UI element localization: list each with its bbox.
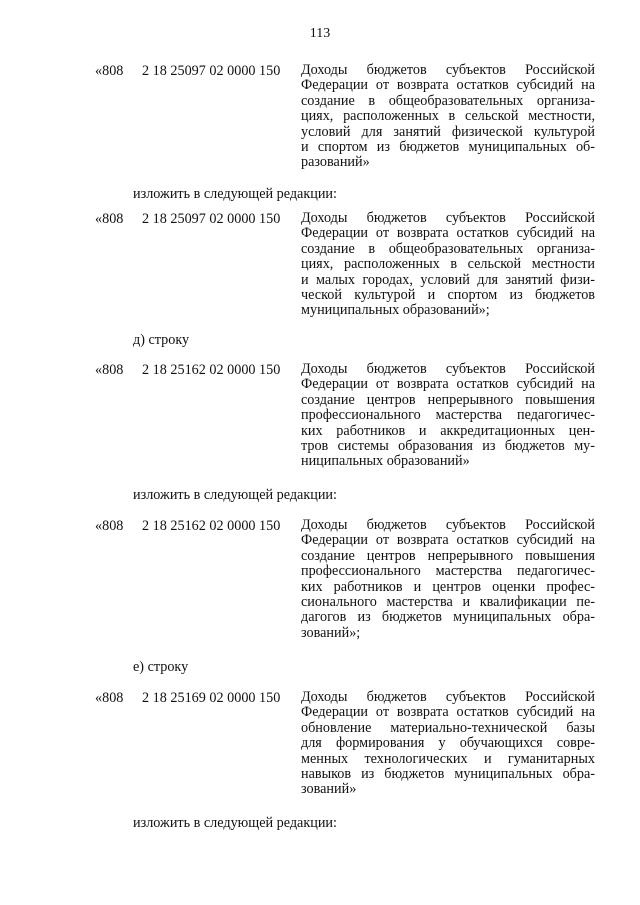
description-line: ниципальных образований» xyxy=(301,453,470,470)
description-line: Федерации от возврата остатков субсидий на xyxy=(301,704,595,721)
description-line: Федерации от возврата остатков субсидий на xyxy=(301,532,595,549)
description-line: ких работников и центров оценки профес- xyxy=(301,578,595,595)
description-line: циях, расположенных в сельской местности xyxy=(301,256,595,273)
description-line: Доходы бюджетов субъектов Российской xyxy=(301,62,595,78)
description-line: создание центров непрерывного повышения xyxy=(301,391,595,408)
admin-code: «808 xyxy=(95,362,124,378)
entry-description xyxy=(301,63,595,171)
admin-code: «808 xyxy=(95,518,124,534)
description-line: создание в общеобразовательных организа- xyxy=(301,92,595,109)
description-line: циях, расположенных в сельской местности, xyxy=(301,108,595,125)
entry-description xyxy=(301,211,595,319)
budget-classification-code: 2 18 25162 02 0000 150 xyxy=(142,518,281,534)
description-line: Федерации от возврата остатков субсидий на xyxy=(301,225,595,242)
description-line: создание в общеобразовательных организа- xyxy=(301,240,595,257)
description-line: ческой культурой и спортом из бюджетов xyxy=(301,286,595,303)
instruction-text: изложить в следующей редакции: xyxy=(133,487,337,503)
description-line: профессионального мастерства педагогичес- xyxy=(301,407,595,424)
budget-classification-code: 2 18 25097 02 0000 150 xyxy=(142,63,281,79)
entry-description xyxy=(301,518,595,641)
budget-classification-code: 2 18 25097 02 0000 150 xyxy=(142,211,281,227)
description-line: Доходы бюджетов субъектов Российской xyxy=(301,517,595,533)
instruction-text: изложить в следующей редакции: xyxy=(133,815,337,831)
description-line: и спортом из бюджетов муниципальных об- xyxy=(301,138,595,155)
description-line: Доходы бюджетов субъектов Российской xyxy=(301,210,595,226)
description-line: дагогов из бюджетов муниципальных обра- xyxy=(301,609,595,626)
instruction-text: изложить в следующей редакции: xyxy=(133,186,337,202)
budget-classification-code: 2 18 25162 02 0000 150 xyxy=(142,362,281,378)
description-line: профессионального мастерства педагогичес- xyxy=(301,563,595,580)
description-line: муниципальных образований»; xyxy=(301,302,490,319)
instruction-text: е) строку xyxy=(133,659,189,675)
page-number: 113 xyxy=(309,26,331,41)
description-line: сионального мастерства и квалификации пе- xyxy=(301,593,595,610)
description-line: ких работников и аккредитационных цен- xyxy=(301,422,595,439)
description-line: Доходы бюджетов субъектов Российской xyxy=(301,361,595,377)
admin-code: «808 xyxy=(95,690,124,706)
description-line: Федерации от возврата остатков субсидий на xyxy=(301,376,595,393)
instruction-text: д) строку xyxy=(133,332,190,348)
description-line: обновление материально-технической базы xyxy=(301,719,595,736)
description-line: зований» xyxy=(301,781,357,798)
description-line: менных технологических и гуманитарных xyxy=(301,750,595,767)
admin-code: «808 xyxy=(95,63,124,79)
description-line: тров системы образования из бюджетов му- xyxy=(301,437,595,454)
description-line: и малых городах, условий для занятий физи- xyxy=(301,271,595,288)
description-line: условий для занятий физической культурой xyxy=(301,123,595,140)
description-line: Доходы бюджетов субъектов Российской xyxy=(301,689,595,705)
description-line: Федерации от возврата остатков субсидий на xyxy=(301,77,595,94)
entry-description xyxy=(301,690,595,798)
admin-code: «808 xyxy=(95,211,124,227)
description-line: для формирования у обучающихся совре- xyxy=(301,735,595,752)
entry-description xyxy=(301,362,595,470)
description-line: зований»; xyxy=(301,624,361,641)
description-line: навыков из бюджетов муниципальных обра- xyxy=(301,765,595,782)
budget-classification-code: 2 18 25169 02 0000 150 xyxy=(142,690,281,706)
description-line: создание центров непрерывного повышения xyxy=(301,547,595,564)
description-line: разований» xyxy=(301,154,370,171)
